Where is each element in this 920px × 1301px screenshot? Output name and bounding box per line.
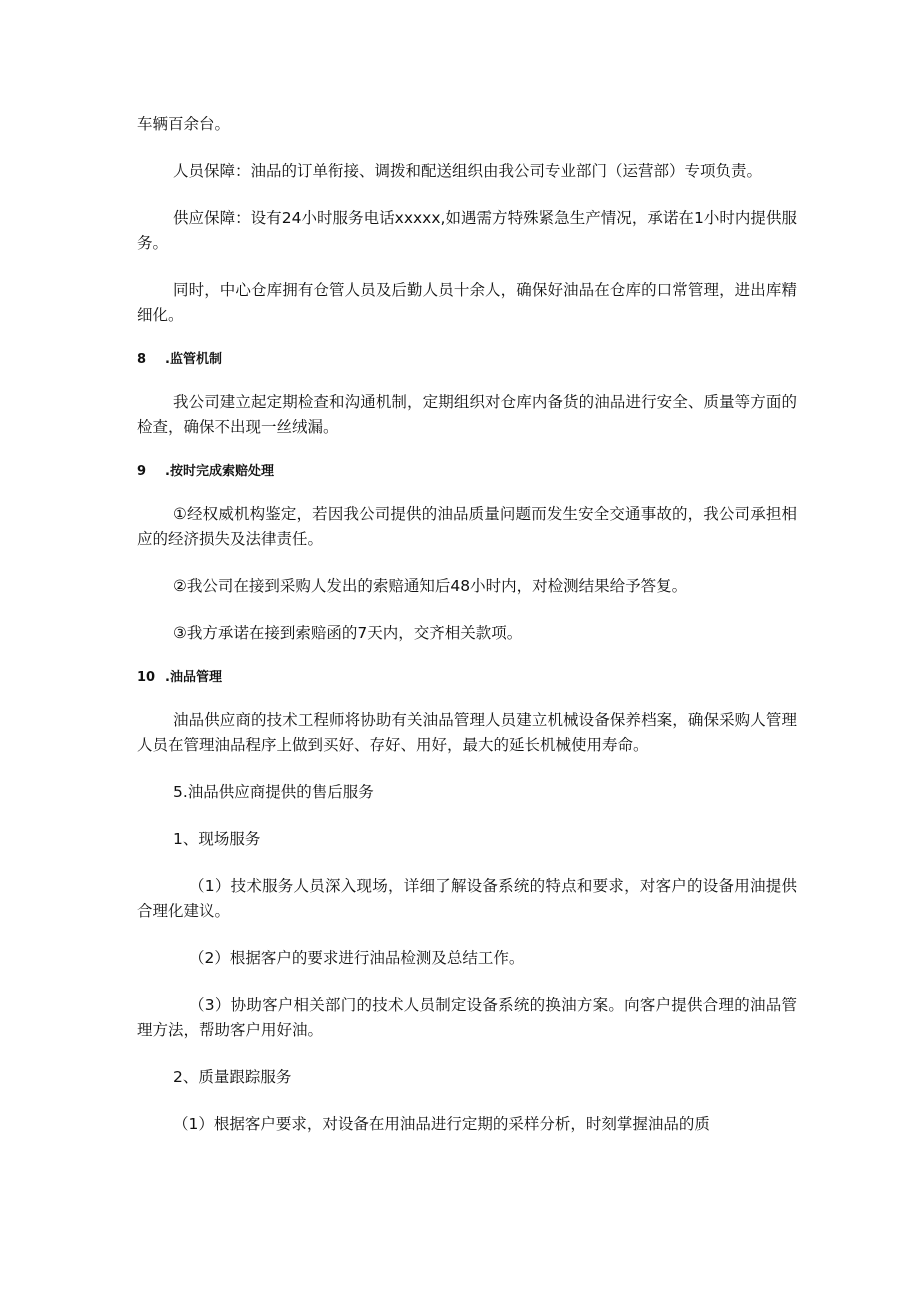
section-8-body: 我公司建立起定期检查和沟通机制，定期组织对仓库内备货的油品进行安全、质量等方面的检查，确保不出现一丝绒漏。 (137, 393, 797, 436)
section-10-title: .油品管理 (165, 670, 222, 685)
onsite-service-item-1: （1）技术服务人员深入现场，详细了解设备系统的特点和要求，对客户的设备用油提供合理化建议。 (137, 877, 797, 920)
onsite-service-item-2: （2）根据客户的要求进行油品检测及总结工作。 (189, 949, 525, 967)
section-10-heading (137, 668, 797, 688)
onsite-service-item-3: （3）协助客户相关部门的技术人员制定设备系统的换油方案。向客户提供合理的油品管理方法，帮助客户用好油。 (137, 996, 797, 1039)
document-page (137, 112, 797, 1137)
section-9-item-1: ①经权威机构鉴定，若因我公司提供的油品质量问题而发生安全交通事故的，我公司承担相应的经济损失及法律责任。 (137, 505, 797, 548)
section-9-heading (137, 462, 797, 482)
section-8-number: 8 (137, 352, 147, 367)
section-9-number: 9 (137, 464, 147, 479)
paragraph-supply-guarantee: 供应保障：设有24小时服务电话xxxxx,如遇需方特殊紧急生产情况，承诺在1小时内提供服务。 (137, 209, 797, 252)
paragraph-vehicles: 车辆百余台。 (137, 115, 231, 133)
section-8-heading (137, 350, 797, 370)
after-sales-title: 5.油品供应商提供的售后服务 (173, 783, 374, 801)
section-9-item-2: ②我公司在接到采购人发出的索赔通知后48小时内，对检测结果给予答复。 (173, 577, 688, 595)
section-9-title: .按时完成索赔处理 (165, 464, 274, 479)
section-8-title: .监管机制 (165, 352, 222, 367)
paragraph-personnel-guarantee: 人员保障：油品的订单衔接、调拨和配送组织由我公司专业部门（运营部）专项负责。 (173, 162, 763, 180)
section-9-item-3: ③我方承诺在接到索赔函的7天内，交齐相关款项。 (173, 624, 523, 642)
section-10-body: 油品供应商的技术工程师将协助有关油品管理人员建立机械设备保养档案，确保采购人管理人员在管理油品程序上做到买好、存好、用好，最大的延长机械使用寿命。 (137, 711, 797, 754)
quality-tracking-item-1: （1）根据客户要求，对设备在用油品进行定期的采样分析，时刻掌握油品的质 (173, 1115, 710, 1133)
quality-tracking-title: 2、质量跟踪服务 (173, 1068, 292, 1086)
section-10-number: 10 (137, 670, 156, 685)
paragraph-warehouse: 同时，中心仓库拥有仓管人员及后勤人员十余人，确保好油品在仓库的口常管理，进出库精细化。 (137, 281, 797, 324)
onsite-service-title: 1、现场服务 (173, 830, 261, 848)
